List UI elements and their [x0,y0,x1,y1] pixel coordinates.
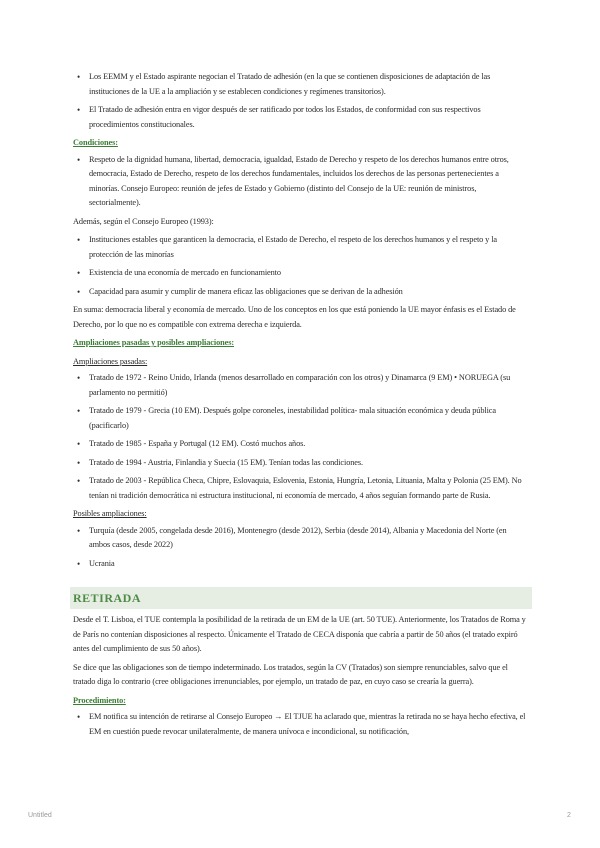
procedimiento-heading: Procedimiento: [73,695,126,705]
consejo-summary: En suma: democracia liberal y economía de mercado. Uno de los conceptos en los que está poniendo la UE mayor énfasis es el Estado de Derecho, por lo que no es compatible con extrema derecha e izquierda. [73,305,516,329]
procedimiento-list [73,710,529,739]
footer-page-number: 2 [567,812,571,819]
ampliaciones-heading: Ampliaciones pasadas y posibles ampliaciones: [73,338,235,347]
list-item: • Turquía (desde 2005, congelada desde 2016), Montenegro (desde 2012), Serbia (desde 2014), Albania y Macedonia del Norte (en ambos casos, desde 2022) [73,524,529,553]
list-item: • Tratado de 1985 - España y Portugal (12 EM). Costó muchos años. [73,437,529,452]
list-item: • Tratado de 1979 - Grecia (10 EM). Después golpe coroneles, inestabilidad política- mala situación económica y deuda pública (pacificarlo) [73,404,529,433]
ampliaciones-pasadas-label: Ampliaciones pasadas: [73,356,148,366]
list-item: • Capacidad para asumir y cumplir de manera eficaz las obligaciones que se derivan de la adhesión [73,285,529,300]
list-item: • EM notifica su intención de retirarse al Consejo Europeo → El TJUE ha aclarado que, mientras la retirada no se haya hecho efectiva, el EM en cuestión puede revocar unilateralmente, de manera unívoca e incondicional, su notificación, [73,710,529,739]
list-item: • Ucrania [73,557,529,572]
ampliaciones-posibles-list [73,524,529,572]
intro-list [73,70,529,132]
condiciones-list [73,153,529,211]
list-item: • Tratado de 1994 - Austria, Finlandia y Suecia (15 EM). Tenían todas las condiciones. [73,456,529,471]
ampliaciones-pasadas-list [73,371,529,503]
footer-document-title: Untitled [28,812,52,819]
consejo-intro: Además, según el Consejo Europeo (1993): [73,216,214,226]
retirada-paragraph-1: Desde el T. Lisboa, el TUE contempla la posibilidad de la retirada de un EM de la UE (art. 50 TUE). Anteriormente, los Tratados de Roma y de París no contenían disposiciones al respecto. Únicamente el Tratado de CECA disponía que cabría a partir de 50 años (el tratado expiró antes del cumplimiento de sus 50 años). [73,615,526,653]
list-item: • Tratado de 1972 - Reino Unido, Irlanda (menos desarrollado en comparación con los otros) y Dinamarca (9 EM) • NORUEGA (su parlamento no permitió) [73,371,529,400]
ampliaciones-posibles-label: Posibles ampliaciones: [73,509,147,518]
list-item: • Tratado de 2003 - República Checa, Chipre, Eslovaquia, Eslovenia, Estonia, Hungría, Letonia, Lituania, Malta y Polonia (25 EM). No tenían ni tradición democrática ni estructura institucional, ni economía de mercado, 4 años seguían formando parte de Rusia. [73,474,529,503]
condiciones-heading: Condiciones: [73,138,118,147]
retirada-heading: RETIRADA [70,587,532,609]
list-item: • El Tratado de adhesión entra en vigor después de ser ratificado por todos los Estados, de conformidad con sus respectivos procedimientos constitucionales. [73,103,529,132]
document-content [73,70,529,743]
list-item: • Existencia de una economía de mercado en funcionamiento [73,266,529,281]
list-item: • Los EEMM y el Estado aspirante negocian el Tratado de adhesión (en la que se contienen disposiciones de adaptación de las instituciones de la UE a la ampliación y se establecen condiciones y regímenes transitorios). [73,70,529,99]
retirada-paragraph-2: Se dice que las obligaciones son de tiempo indeterminado. Los tratados, según la CV (Tratados) son siempre renunciables, salvo que el tratado diga lo contrario (cree obligaciones irrenunciables, por ejemplo, un tratado de paz, en cuyo caso se crearía la guerra). [73,662,508,686]
consejo-list [73,233,529,299]
list-item: • Respeto de la dignidad humana, libertad, democracia, igualdad, Estado de Derecho y respeto de los derechos humanos entre otros, democracia, Estado de Derecho, respeto de los derechos fundamentales, incluidos los derechos de las personas pertenecientes a minorías. Consejo Europeo: reunión de jefes de Estado y Gobierno (distinto del Consejo de la UE: reunión de ministros, sectorialmente). [73,153,529,211]
list-item: • Instituciones estables que garanticen la democracia, el Estado de Derecho, el respeto de los derechos humanos y el respeto y la protección de las minorías [73,233,529,262]
